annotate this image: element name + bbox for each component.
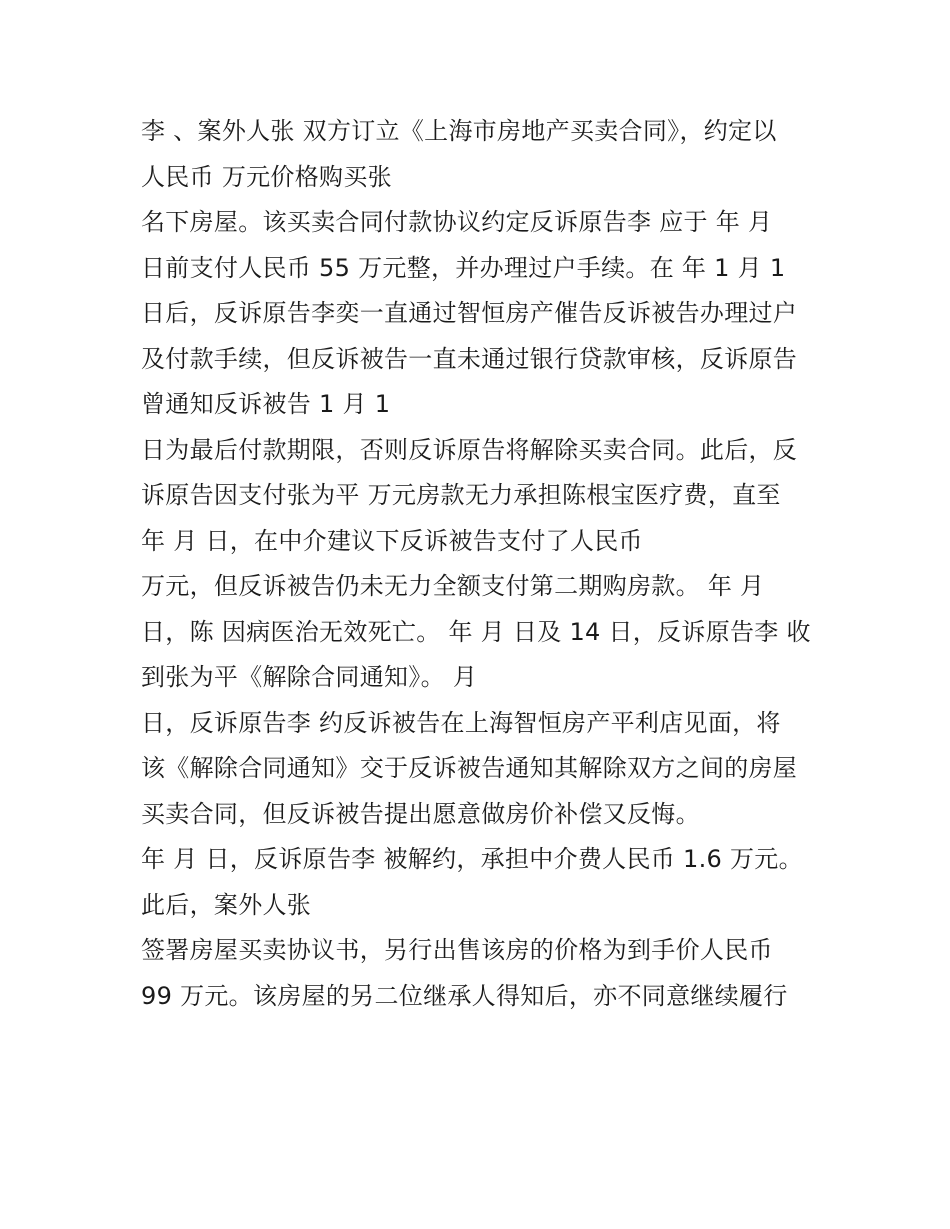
document-body <box>141 109 841 1019</box>
text-line: 日，反诉原告李 约反诉被告在上海智恒房产平利店见面，将 <box>141 708 781 737</box>
text-line: 日前支付人民币 55 万元整，并办理过户手续。在 年 1 月 1 <box>141 253 786 282</box>
text-line: 及付款手续，但反诉被告一直未通过银行贷款审核，反诉原告 <box>141 344 798 373</box>
text-line: 此后，案外人张 <box>141 890 312 919</box>
text-line: 买卖合同，但反诉被告提出愿意做房价补偿又反悔。 <box>141 799 700 828</box>
text-line: 名下房屋。该买卖合同付款协议约定反诉原告李 应于 年 月 <box>141 208 773 236</box>
text-line: 李 、案外人张 双方订立《上海市房地产买卖合同》，约定以 <box>141 117 777 145</box>
text-line: 年 月 日，在中介建议下反诉被告支付了人民币 <box>141 526 643 555</box>
text-line: 99 万元。该房屋的另二位继承人得知后，亦不同意继续履行 <box>141 981 788 1010</box>
text-line: 签署房屋买卖协议书，另行出售该房的价格为到手价人民币 <box>141 936 773 964</box>
text-line: 万元，但反诉被告仍未无力全额支付第二期购房款。 年 月 <box>141 572 765 600</box>
text-line: 曾通知反诉被告 1 月 1 <box>141 390 391 418</box>
text-line: 日后，反诉原告李奕一直通过智恒房产催告反诉被告办理过户 <box>141 299 798 327</box>
text-line: 到张为平《解除合同通知》。 月 <box>141 663 478 691</box>
text-line: 日，陈 因病医治无效死亡。 年 月 日及 14 日，反诉原告李 收 <box>141 617 811 646</box>
text-line: 年 月 日，反诉原告李 被解约，承担中介费人民币 1.6 万元。 <box>141 845 803 873</box>
text-line: 日为最后付款期限，否则反诉原告将解除买卖合同。此后，反 <box>141 435 798 464</box>
text-line: 人民币 万元价格购买张 <box>141 162 392 191</box>
text-line: 该《解除合同通知》交于反诉被告通知其解除双方之间的房屋 <box>141 754 798 782</box>
text-line: 诉原告因支付张为平 万元房款无力承担陈根宝医疗费，直至 <box>141 481 781 509</box>
